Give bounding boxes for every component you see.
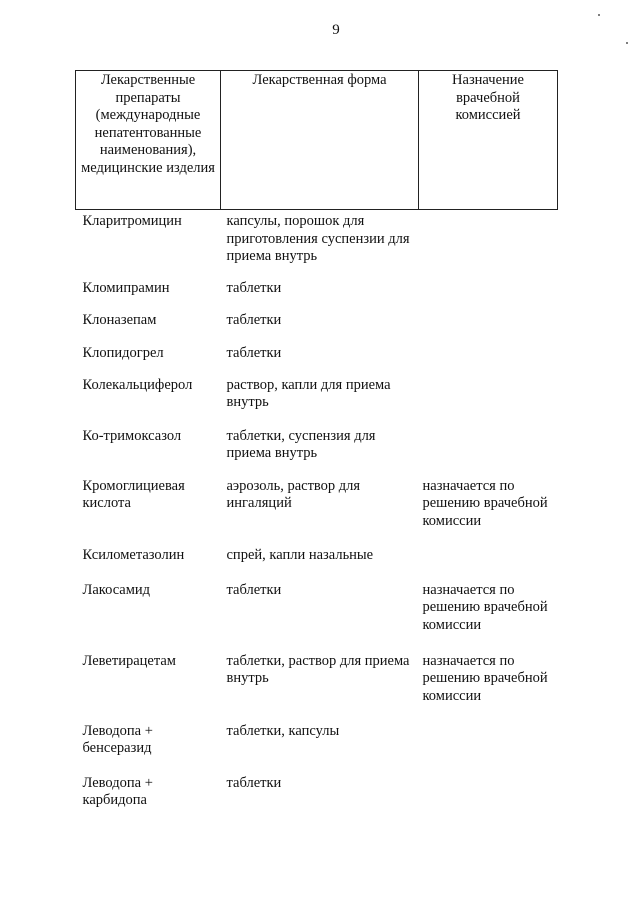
drug-name: Колекальциферол <box>82 376 193 393</box>
drug-note <box>419 345 558 377</box>
drug-name: Ко-тримоксазол <box>82 427 182 444</box>
table-row <box>76 653 558 723</box>
drug-form: таблетки <box>226 581 282 598</box>
drug-note <box>419 280 558 312</box>
drug-note <box>419 210 558 280</box>
table-row <box>76 723 558 775</box>
drug-form: таблетки, раствор для приема внутрь <box>226 652 410 686</box>
drug-form: таблетки, суспензия для приема внутрь <box>226 427 376 461</box>
drug-note <box>419 377 558 428</box>
drug-form: спрей, капли назальные <box>226 546 374 563</box>
table-row <box>76 280 558 312</box>
drug-note: назначается по решению врачебной комиссии <box>422 477 548 529</box>
header-commission: Назначение врачебной комиссией <box>419 71 558 210</box>
drug-form: раствор, капли для приема внутрь <box>226 376 391 410</box>
drug-name: Леводопа + карбидопа <box>82 774 153 808</box>
scan-speck <box>598 14 600 16</box>
drug-name: Клоназепам <box>82 311 157 328</box>
drug-name: Кромоглициевая кислота <box>82 477 185 511</box>
drug-table <box>75 70 558 815</box>
drug-form: таблетки <box>226 774 282 791</box>
page-number: 9 <box>332 22 340 38</box>
drug-name: Лакосамид <box>82 581 151 598</box>
table-row <box>76 210 558 280</box>
table-row <box>76 312 558 345</box>
drug-note <box>419 775 558 815</box>
drug-note <box>419 312 558 345</box>
table-row <box>76 547 558 582</box>
table-row <box>76 582 558 653</box>
drug-name: Кломипрамин <box>82 279 170 296</box>
drug-form: аэрозоль, раствор для ингаляций <box>226 477 361 511</box>
table-row <box>76 377 558 428</box>
drug-form: таблетки <box>226 344 282 361</box>
table-row <box>76 478 558 547</box>
drug-form: таблетки <box>226 311 282 328</box>
table-row <box>76 775 558 815</box>
drug-note <box>419 547 558 582</box>
scan-speck <box>626 42 628 44</box>
drug-note <box>419 723 558 775</box>
drug-name: Клопидогрел <box>82 344 164 361</box>
drug-form: таблетки, капсулы <box>226 722 340 739</box>
drug-name: Кларитромицин <box>82 213 182 229</box>
drug-note: назначается по решению врачебной комиссии <box>422 581 548 633</box>
header-drugs: Лекарственные препараты (международные непатентованные наименования), медицинские изделия <box>76 71 221 210</box>
drug-form: капсулы, порошок для приготовления суспензии для приема внутрь <box>226 213 410 264</box>
drug-name: Ксилометазолин <box>82 546 185 563</box>
drug-name: Леводопа + бенсеразид <box>82 722 153 756</box>
drug-form: таблетки <box>226 279 282 296</box>
table-header-row <box>76 71 558 210</box>
drug-note <box>419 428 558 478</box>
table-row <box>76 428 558 478</box>
drug-name: Леветирацетам <box>82 652 176 669</box>
table-row <box>76 345 558 377</box>
header-form: Лекарственная форма <box>221 71 419 210</box>
drug-note: назначается по решению врачебной комиссии <box>422 652 548 704</box>
